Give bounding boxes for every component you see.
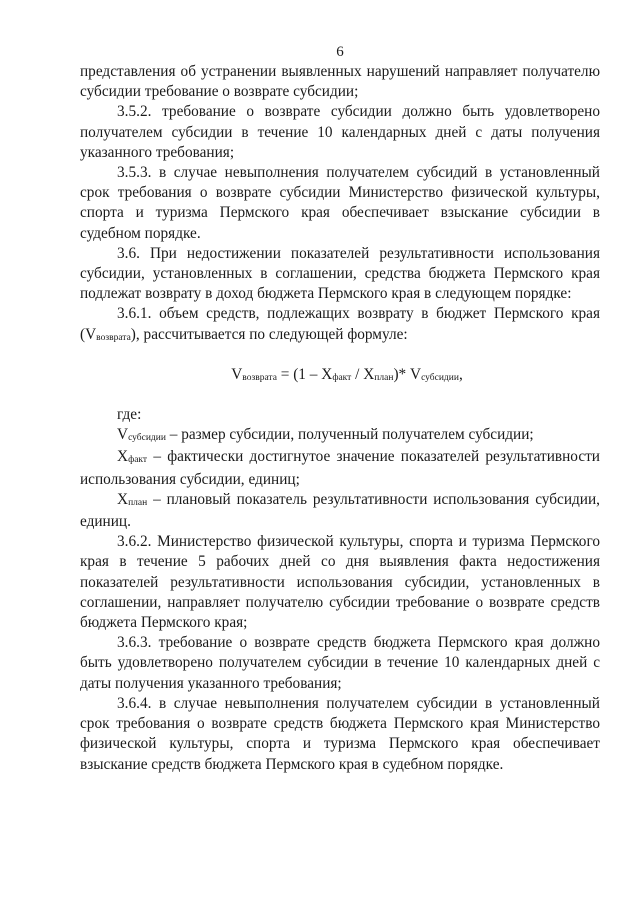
def2-x: X [117, 448, 129, 466]
def2-text: – фактически достигнутое значение показателей результативности использования субсидии, единиц; [80, 448, 600, 488]
formula-x1: X [321, 365, 333, 383]
where-label: где: [117, 406, 142, 424]
paragraph-3-6: 3.6. При недостижении показателей результативности использования субсидии, установленных в соглашении, средства бюджета Пермского края подлежат возврату в доход бюджета Пермского края в следующем порядке: [80, 244, 600, 303]
paragraph-3-5-2: 3.5.2. требование о возврате субсидии должно быть удовлетворено получателем субсидии в течение 10 календарных дней с даты получения указанного требования; [80, 103, 600, 161]
formula-eq: = (1 – [276, 365, 322, 383]
formula [80, 365, 600, 387]
def1-sub: субсидии [128, 433, 166, 444]
paragraph-3-6-1 [80, 304, 600, 346]
def1-text: – размер субсидии, полученный получателем субсидии; [165, 426, 534, 444]
symbol-v: V [85, 325, 97, 343]
def2-sub: факт [128, 455, 148, 466]
formula-v: V [231, 365, 243, 383]
subscript-vozvrata: возврата [96, 332, 131, 343]
paragraph-3-6-3: 3.6.3. требование о возврате средств бюджета Пермского края должно быть удовлетворено получателем субсидии в течение 10 календарных дней с даты получения указанного требования; [80, 634, 600, 692]
def3-text: – плановый показатель результативности использования субсидии, единиц. [80, 490, 600, 531]
definition-x-plan [80, 490, 600, 532]
formula-sub-fakt: факт [332, 372, 352, 383]
formula-close: )* [393, 365, 411, 383]
paragraph-3-5-3: 3.5.3. в случае невыполнения получателем субсидий в установленный срок требования о возврате субсидии Министерство физической культуры, спорта и туризма Пермского края обеспечивает взыскание субсидии в судебном порядке. [80, 164, 600, 242]
formula-x2: X [363, 365, 375, 383]
def3-sub: план [128, 497, 148, 508]
def1-v: V [117, 426, 129, 444]
definition-x-fakt [80, 447, 600, 489]
definition-v-subsidii [80, 425, 600, 447]
def3-x: X [117, 490, 129, 508]
formula-slash: / [351, 365, 364, 383]
formula-end: , [458, 365, 463, 383]
formula-sub-subsidii: субсидии [421, 372, 459, 383]
page-number: 6 [336, 44, 344, 60]
paragraph-3-6-2: 3.6.2. Министерство физической культуры, спорта и туризма Пермского края в течение 5 рабочих дней со дня выявления факта недостижения показателей результативности использования субсидии, установленных в соглашении, направляет получателю субсидии требование о возврате средств бюджета Пермского края; [80, 533, 600, 632]
document-body [80, 62, 600, 775]
formula-sub-vozvrata: возврата [242, 372, 277, 383]
paragraph-continuation: представления об устранении выявленных нарушений направляет получателю субсидии требование о возврате субсидии; [80, 63, 600, 101]
formula-v2: V [410, 365, 422, 383]
paragraph-3-6-4: 3.6.4. в случае невыполнения получателем субсидии в установленный срок требования о возврате средств бюджета Пермского края Министерство физической культуры, спорта и туризма Пермского края обеспечивает взыскание средств бюджета Пермского края в судебном порядке. [80, 694, 600, 773]
formula-sub-plan: план [374, 372, 394, 383]
paragraph-3-6-1-start: 3.6.1. объем средств, подлежащих возврату в бюджет Пермского края ( [80, 305, 600, 343]
paragraph-3-6-1-end: ), рассчитывается по следующей формуле: [130, 325, 408, 343]
